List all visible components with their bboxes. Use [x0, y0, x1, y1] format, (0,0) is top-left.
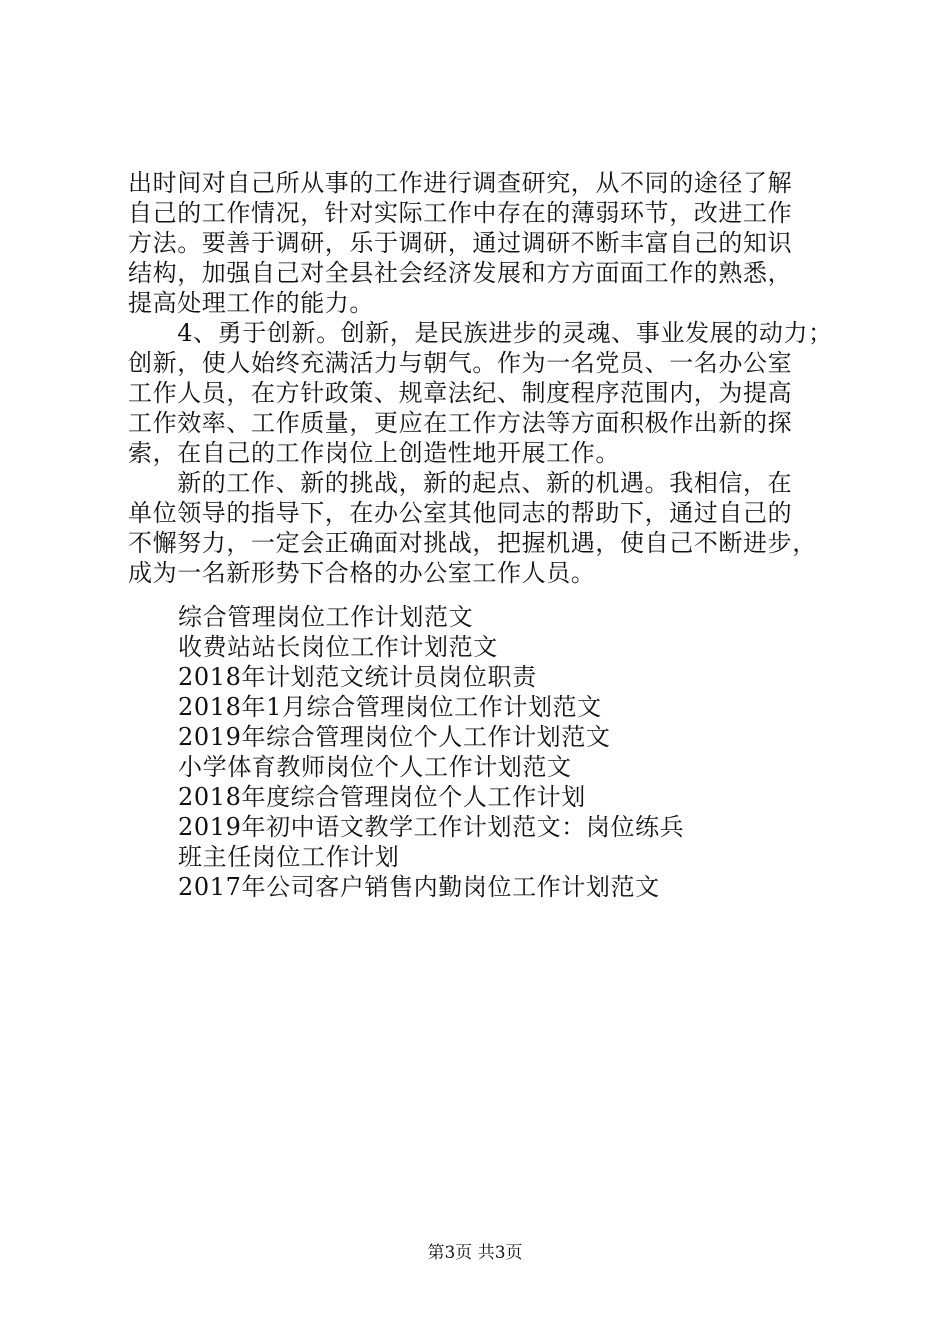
paragraph-line: 新的工作、新的挑战，新的起点、新的机遇。我相信，在: [128, 469, 793, 497]
paragraph-line: 提高处理工作的能力。: [128, 289, 374, 317]
paragraph-line: 出时间对自己所从事的工作进行调查研究，从不同的途径了解: [128, 169, 793, 197]
related-link[interactable]: 2018年1月综合管理岗位工作计划范文: [178, 693, 602, 721]
paragraph-line: 结构，加强自己对全县社会经济发展和方方面面工作的熟悉，: [128, 259, 793, 287]
related-links-list: [178, 602, 798, 902]
related-link[interactable]: 收费站站长岗位工作计划范文: [178, 633, 498, 661]
paragraph-line: 工作效率、工作质量，更应在工作方法等方面积极作出新的探: [128, 409, 793, 437]
paragraph-line: 工作人员，在方针政策、规章法纪、制度程序范围内，为提高: [128, 379, 793, 407]
related-link[interactable]: 2017年公司客户销售内勤岗位工作计划范文: [178, 873, 660, 901]
paragraph-line: 索，在自己的工作岗位上创造性地开展工作。: [128, 439, 620, 467]
related-link[interactable]: 小学体育教师岗位个人工作计划范文: [178, 753, 572, 781]
related-link[interactable]: 综合管理岗位工作计划范文: [178, 603, 474, 631]
related-link[interactable]: 2019年初中语文教学工作计划范文：岗位练兵: [178, 813, 685, 841]
paragraph-line: 方法。要善于调研，乐于调研，通过调研不断丰富自己的知识: [128, 229, 793, 257]
related-link[interactable]: 2019年综合管理岗位个人工作计划范文: [178, 723, 611, 751]
page-footer: [0, 1243, 950, 1263]
related-link[interactable]: 2018年度综合管理岗位个人工作计划: [178, 783, 586, 811]
paragraph-line: 单位领导的指导下，在办公室其他同志的帮助下，通过自己的: [128, 499, 793, 527]
paragraph-line: 创新，使人始终充满活力与朝气。作为一名党员、一名办公室: [128, 349, 793, 377]
related-link[interactable]: 2018年计划范文统计员岗位职责: [178, 663, 537, 691]
paragraph-line: 4、勇于创新。创新，是民族进步的灵魂、事业发展的动力；: [128, 319, 833, 347]
related-link[interactable]: 班主任岗位工作计划: [178, 843, 400, 871]
paragraph-line: 不懈努力，一定会正确面对挑战，把握机遇，使自己不断进步，: [128, 529, 817, 557]
paragraph-line: 自己的工作情况，针对实际工作中存在的薄弱环节，改进工作: [128, 199, 793, 227]
paragraph-line: 成为一名新形势下合格的办公室工作人员。: [128, 559, 596, 587]
body-text: [128, 168, 833, 588]
page-number-label: 第3页 共3页: [427, 1243, 523, 1263]
